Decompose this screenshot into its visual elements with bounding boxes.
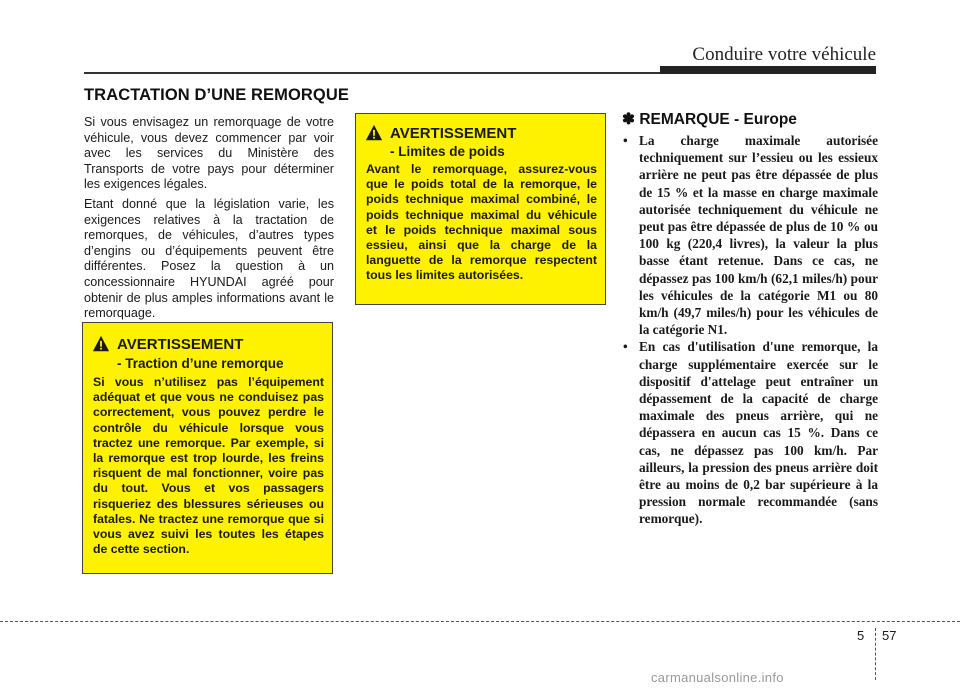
list-item	[622, 338, 878, 527]
warning-body: Si vous n’utilisez pas l’équipement adéquat et que vous ne conduisez pas correctement, vous pouvez perdre le contrôle du véhicule lorsque vous tractez une remorque. Par exemple, si la remorque est trop lourde, les freins risquent de mal fonctionner, voire pas du tout. Vous et vos passagers risqueriez des blessures sérieuses ou fatales. Ne tractez une remorque que si vous avez suivi les toutes les étapes de cette section.	[93, 375, 324, 557]
warning-title: AVERTISSEMENT	[390, 125, 517, 142]
note-list	[622, 132, 878, 528]
note-title	[622, 110, 797, 129]
watermark: carmanualsonline.info	[651, 670, 784, 685]
list-item-text: La charge maximale autorisée techniquement sur l’essieu ou les essieux arrière ne peut pas être dépassée de plus de 15 % et la masse en charge maximale autorisée techniquement du véhicule ne peut pas être dépassée de plus de 10 % ou 100 kg (220,4 livres), la valeur la plus basse étant retenue. Dans ce cas, ne dépassez pas 100 km/h (62,1 miles/h) pour les véhicules de la catégorie M1 ou 80 km/h (49,7 miles/h) pour les véhicules de la catégorie N1.	[639, 133, 878, 338]
chapter-number: 5	[857, 628, 865, 643]
note-symbol-icon: ✽	[622, 111, 635, 128]
warning-triangle-icon	[92, 335, 110, 353]
intro-text	[84, 115, 334, 326]
warning-subtitle: - Traction d’une remorque	[117, 356, 284, 371]
intro-paragraph-2: Etant donné que la législation varie, les exigences relatives à la tractation de remorques, de véhicules, d’autres types d’engins ou d’équipements peuvent être différentes. Posez la question à un concessionnaire HYUNDAI agréé pour obtenir de plus amples informations avant le remorquage.	[84, 196, 334, 321]
intro-paragraph-1: Si vous envisagez un remorquage de votre véhicule, vous devez commencer par voir avec les services du Ministère des Transports de votre pays pour déterminer les exigences légales.	[84, 115, 334, 192]
footer-rule	[0, 621, 960, 622]
list-item-text: En cas d'utilisation d'une remorque, la charge supplémentaire exercée sur le dispositif d'attelage peut entraîner un dépassement de la capacité de charge maximale des pneus arrière, qui ne dépassera en aucun cas 15 %. Dans ce cas, ne dépassez pas 100 km/h. Par ailleurs, la pression des pneus arrière doit être au moins de 0,2 bar supérieure à la pression normale recommandée (sans remorque).	[639, 339, 878, 527]
warning-title: AVERTISSEMENT	[117, 336, 244, 353]
bullet: •	[623, 133, 628, 148]
header-rule-accent	[660, 66, 876, 74]
section-title: TRACTATION D’UNE REMORQUE	[84, 86, 349, 104]
note-title-text: REMARQUE - Europe	[639, 111, 797, 128]
warning-box-trailer-towing	[82, 322, 333, 574]
page-number-divider	[875, 628, 876, 680]
bullet: •	[623, 339, 628, 355]
warning-box-weight-limits	[355, 113, 606, 305]
chapter-title: Conduire votre véhicule	[692, 44, 876, 65]
warning-triangle-icon	[365, 124, 383, 142]
list-item	[622, 132, 878, 338]
warning-subtitle: - Limites de poids	[390, 144, 505, 159]
page-number: 57	[882, 628, 897, 643]
warning-body: Avant le remorquage, assurez-vous que le poids total de la remorque, le poids technique maximal combiné, le poids technique maximal du véhicule et le poids technique maximal sous essieu, ainsi que la charge de la languette de la remorque respectent tous les limites autorisées.	[366, 162, 597, 283]
